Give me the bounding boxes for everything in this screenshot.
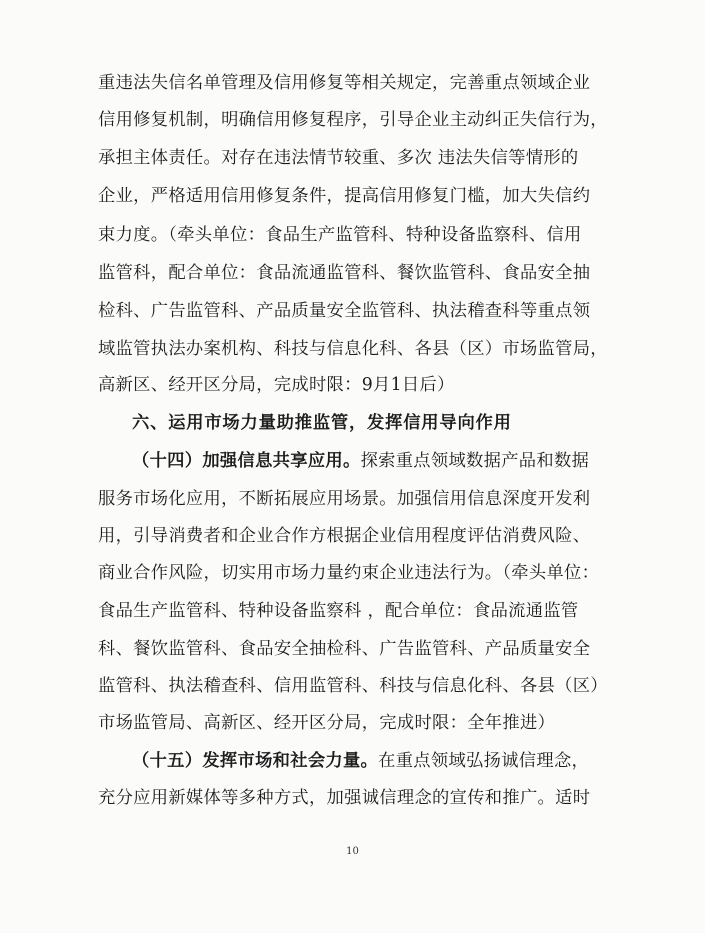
- body-text-line: 科、餐饮监管科、食品安全抽检科、广告监管科、产品质量安全: [98, 639, 591, 659]
- body-text-line: 企业，严格适用信用修复条件，提高信用修复门槛，加大失信约: [98, 186, 591, 206]
- body-text-line: 市场监管局、高新区、经开区分局，完成时限：全年推进）: [98, 713, 556, 733]
- item-14-text: 探索重点领域数据产品和数据: [360, 451, 590, 471]
- body-text-line: 域监管执法办案机构、科技与信息化科、各县（区）市场监管局，: [98, 339, 608, 359]
- body-text-line: 商业合作风险，切实用市场力量约束企业违法行为。（牵头单位：: [98, 563, 600, 583]
- section-heading: 六、运用市场力量助推监管，发挥信用导向作用: [132, 413, 512, 433]
- body-text-line: 充分应用新媒体等多种方式，加强诚信理念的宣传和推广。适时: [98, 788, 591, 808]
- body-text-line: 食品生产监管科、特种设备监察科 ，配合单位：食品流通监管: [98, 601, 579, 621]
- item-14-first-line: [132, 446, 610, 476]
- body-text-line: 高新区、经开区分局，完成时限：9月1日后）: [98, 375, 455, 395]
- item-14-title: （十四）加强信息共享应用。: [132, 451, 361, 471]
- body-text-line: 重违法失信名单管理及信用修复等相关规定，完善重点领域企业: [98, 73, 591, 93]
- body-text-line: 服务市场化应用，不断拓展应用场景。加强信用信息深度开发利: [98, 489, 591, 509]
- item-15-title: （十五）发挥市场和社会力量。: [132, 751, 379, 771]
- page-number: 10: [346, 846, 359, 857]
- body-text-line: 用，引导消费者和企业合作方根据企业信用程度评估消费风险、: [98, 526, 591, 546]
- body-text-line: 监管科，配合单位：食品流通监管科、餐饮监管科、食品安全抽: [98, 263, 591, 283]
- item-15-text: 在重点领域弘扬诚信理念，: [378, 751, 590, 771]
- body-text-line: 监管科、执法稽查科、信用监管科、科技与信息化科、各县（区）: [98, 676, 608, 696]
- body-text-line: 承担主体责任。对存在违法情节较重、多次 违法失信等情形的: [98, 148, 579, 168]
- body-text-line: 检科、广告监管科、产品质量安全监管科、执法稽查科等重点领: [98, 301, 591, 321]
- body-text-line: 束力度。（牵头单位：食品生产监管科、特种设备监察科、信用: [98, 225, 582, 245]
- body-text-line: 信用修复机制，明确信用修复程序，引导企业主动纠正失信行为，: [98, 110, 608, 130]
- item-15-first-line: [132, 746, 610, 776]
